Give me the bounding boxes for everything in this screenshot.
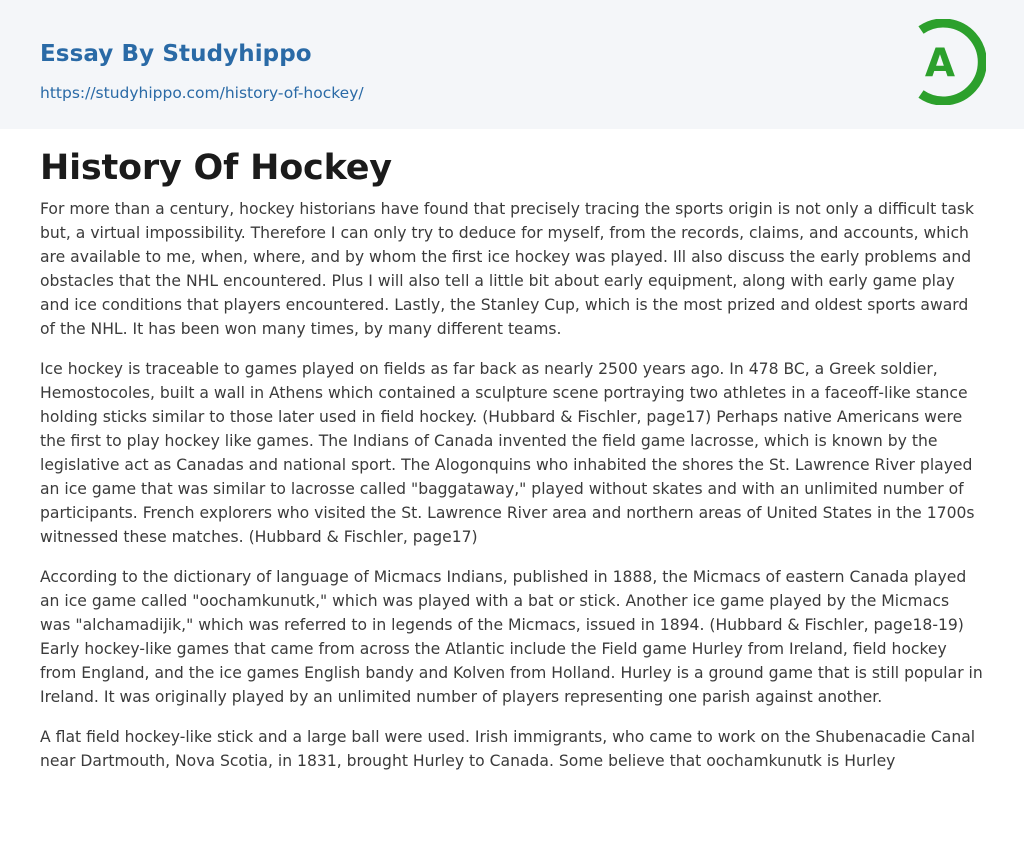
logo-letter: A: [924, 41, 956, 86]
paragraph-3: According to the dictionary of language of Micmacs Indians, published in 1888, the Micmacs of eastern Canada played an ice game called "oochamkunutk," which was played with a bat or stick. Another ice game played by the Micmacs was "alchamadijik," which was referred to in legends of the Micmacs, issued in 1894. (Hubbard & Fischler, page18-19) Early hockey-like games that came from across the Atlantic include the Field game Hurley from Ireland, field hockey from England, and the ice games English bandy and Kolven from Holland. Hurley is a ground game that is still popular in Ireland. It was originally played by an unlimited number of players representing one parish against another.: [40, 568, 983, 706]
paragraph-2: Ice hockey is traceable to games played on fields as far back as nearly 2500 years ago. In 478 BC, a Greek soldier, Hemostocoles, built a wall in Athens which contained a sculpture scene portraying two athletes in a faceoff-like stance holding sticks similar to those later used in field hockey. (Hubbard & Fischler, page17) Perhaps native Americans were the first to play hockey like games. The Indians of Canada invented the field game lacrosse, which is known by the legislative act as Canadas and national sport. The Alogonquins who inhabited the shores the St. Lawrence River played an ice game that was similar to lacrosse called "baggataway," played without skates and with an unlimited number of participants. French explorers who visited the St. Lawrence River area and northern areas of United States in the 1700s witnessed these matches. (Hubbard & Fischler, page17): [40, 360, 975, 546]
page-title: History Of Hockey: [40, 148, 392, 188]
page-url-link[interactable]: https://studyhippo.com/history-of-hockey/: [40, 84, 364, 102]
paragraph-1: For more than a century, hockey historians have found that precisely tracing the sports origin is not only a difficult task but, a virtual impossibility. Therefore I can only try to deduce for myself, from the records, claims, and accounts, which are available to me, when, where, and by whom the first ice hockey was played. Ill also discuss the early problems and obstacles that the NHL encountered. Plus I will also tell a little bit about early equipment, along with early game play and ice conditions that players encountered. Lastly, the Stanley Cup, which is the most prized and oldest sports award of the NHL. It has been won many times, by many different teams.: [40, 200, 975, 338]
site-header: [0, 0, 1024, 129]
studyhippo-logo-icon[interactable]: [912, 19, 986, 105]
site-title[interactable]: Essay By Studyhippo: [40, 41, 312, 67]
article: [40, 144, 984, 789]
paragraph-4: A flat field hockey-like stick and a large ball were used. Irish immigrants, who came to work on the Shubenacadie Canal near Dartmouth, Nova Scotia, in 1831, brought Hurley to Canada. Some believe that oochamkunutk is Hurley: [40, 728, 976, 770]
